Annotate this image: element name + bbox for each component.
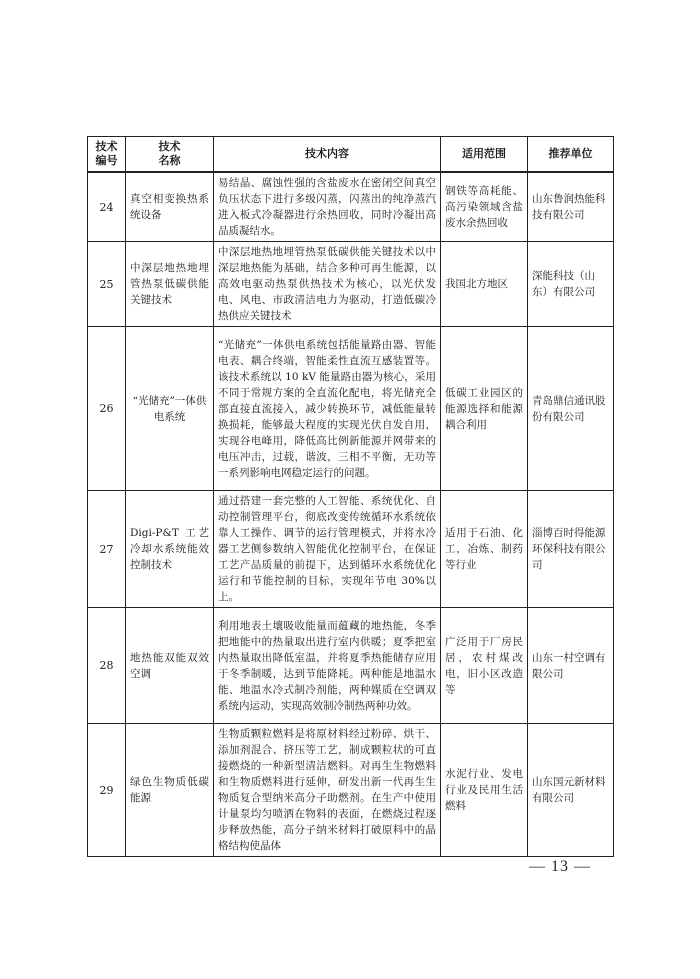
row-tech-name: 绿色生物质低碳能源 <box>126 724 214 857</box>
table-row <box>88 724 614 857</box>
table-row <box>88 327 614 491</box>
header-tech-number: 技术 编号 <box>88 137 126 173</box>
row-number: 27 <box>88 491 126 608</box>
row-number: 25 <box>88 242 126 327</box>
row-tech-name: 真空相变换热系统设备 <box>126 172 214 242</box>
row-unit: 淄博百时得能源环保科技有限公司 <box>528 491 614 608</box>
page-number: — 13 — <box>529 858 591 875</box>
row-tech-content: 生物质颗粒燃料是将原材料经过粉碎、烘干、添加剂混合、挤压等工艺，制成颗粒状的可直接燃烧的一种新型清洁燃料。对再生生物燃料和生物质燃料进行延伸，研发出新一代再生生物质复合型纳米高分子助燃剂。在生产中使用计量泵均匀喷洒在物料的表面，在燃烧过程逐步释放热能，高分子纳米材料打破原料中的晶格结构使晶体 <box>214 724 441 857</box>
row-tech-content: 利用地表土壤吸收能量而蕴藏的地热能，冬季把地能中的热量取出进行室内供暖；夏季把室内热量取出降低室温，并将夏季热能储存应用于冬季制暖，达到节能降耗。两种能是地温水能、地温水冷式制冷剂能，两种媒质在空调双系统内运动，实现高效制冷制热两种功效。 <box>214 608 441 724</box>
row-scope: 钢铁等高耗能、高污染领域含盐废水余热回收 <box>441 172 528 242</box>
header-recommending-unit: 推荐单位 <box>528 137 614 173</box>
header-scope: 适用范围 <box>441 137 528 173</box>
technology-table <box>87 136 614 857</box>
row-tech-content: 中深层地热地埋管热泵低碳供能关键技术以中深层地热能为基础，结合多种可再生能源，以高效电驱动热泵供热技术为核心，以光伏发电、风电、市政清洁电力为驱动，打造低碳冷热供应关键技术 <box>214 242 441 327</box>
header-tech-name: 技术 名称 <box>126 137 214 173</box>
row-tech-name: 地热能双能双效空调 <box>126 608 214 724</box>
row-unit: 青岛鼎信通讯股份有限公司 <box>528 327 614 491</box>
row-tech-name: 中深层地热地埋管热泵低碳供能关键技术 <box>126 242 214 327</box>
table-header-row <box>88 137 614 173</box>
row-unit: 山东一村空调有限公司 <box>528 608 614 724</box>
row-scope: 低碳工业园区的能源选择和能源耦合利用 <box>441 327 528 491</box>
table-row <box>88 172 614 242</box>
row-scope: 广泛用于厂房民居，农村煤改电，旧小区改造等 <box>441 608 528 724</box>
row-tech-name: Digi-P&T 工艺冷却水系统能效控制技术 <box>126 491 214 608</box>
row-unit: 山东鲁润热能科技有限公司 <box>528 172 614 242</box>
row-tech-content: “光储充”一体供电系统包括能量路由器、智能电表、耦合终端，智能柔性直流互感装置等。该技术系统以 10 kV 能量路由器为核心，采用不同于常规方案的全直流化配电，将光储充全部直接直流接入，减少转换环节，减低能量转换损耗，能够最大程度的实现光伏自发自用，实现谷电峰用，降低高比例新能源并网带来的电压冲击，过载，谐波，三相不平衡，无功等一系列影响电网稳定运行的问题。 <box>214 327 441 491</box>
table-row <box>88 242 614 327</box>
row-unit: 山东国元新材料有限公司 <box>528 724 614 857</box>
table-row <box>88 608 614 724</box>
row-tech-content: 易结晶、腐蚀性强的含盐废水在密闭空间真空负压状态下进行多级闪蒸，闪蒸出的纯净蒸汽进入板式冷凝器进行余热回收，同时冷凝出高品质凝结水。 <box>214 172 441 242</box>
row-number: 24 <box>88 172 126 242</box>
row-number: 29 <box>88 724 126 857</box>
row-tech-content: 通过搭建一套完整的人工智能、系统优化、自动控制管理平台，彻底改变传统循环水系统依靠人工操作、调节的运行管理模式，并将水冷器工艺侧参数纳入智能优化控制平台，在保证工艺产品质量的前提下，达到循环水系统优化运行和节能控制的目标，实现年节电 30%以上。 <box>214 491 441 608</box>
row-scope: 适用于石油、化工，冶炼、制药等行业 <box>441 491 528 608</box>
row-number: 28 <box>88 608 126 724</box>
row-number: 26 <box>88 327 126 491</box>
row-scope: 我国北方地区 <box>441 242 528 327</box>
header-tech-content: 技术内容 <box>214 137 441 173</box>
row-tech-name: “光储充”一体供电系统 <box>126 327 214 491</box>
table-row <box>88 491 614 608</box>
row-unit: 深能科技（山东）有限公司 <box>528 242 614 327</box>
row-scope: 水泥行业、发电行业及民用生活燃料 <box>441 724 528 857</box>
